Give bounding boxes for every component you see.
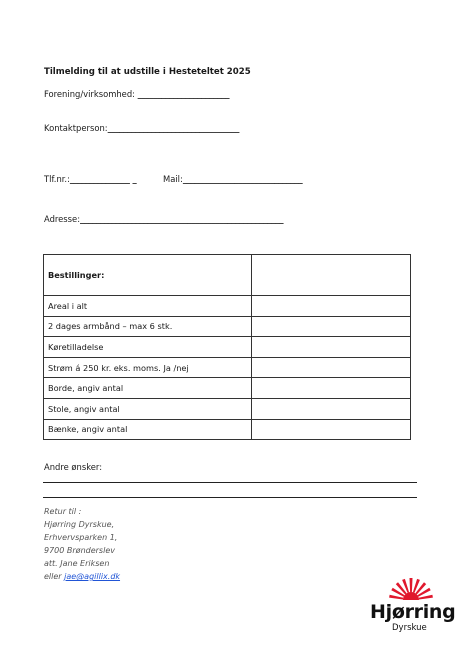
document-title: Tilmelding til at udstille i Hesteteltet 2025 <box>44 67 251 77</box>
row-label-baenke: Bænke, angiv antal <box>44 419 252 440</box>
mail-field[interactable] <box>163 174 302 184</box>
row-input-stroem[interactable] <box>252 357 411 378</box>
logo-wordmark: Hjørring <box>370 601 456 623</box>
row-label-koeretilladelse: Køretilladelse <box>44 337 252 358</box>
row-input-koeretilladelse[interactable] <box>252 337 411 358</box>
order-table-header: Bestillinger: <box>44 255 252 296</box>
table-row <box>44 337 411 358</box>
table-row <box>44 378 411 399</box>
retur-line: Erhvervsparken 1, <box>44 533 118 542</box>
row-label-borde: Borde, angiv antal <box>44 378 252 399</box>
row-input-baenke[interactable] <box>252 419 411 440</box>
retur-line: att. Jane Eriksen <box>44 559 110 568</box>
forening-field[interactable] <box>44 89 229 99</box>
order-table-header-row <box>44 255 411 296</box>
retur-line <box>44 570 120 583</box>
table-row <box>44 357 411 378</box>
adresse-field[interactable] <box>44 214 283 224</box>
row-label-areal: Areal i alt <box>44 296 252 317</box>
sunburst-ray <box>410 578 413 592</box>
andre-oensker-line-1[interactable] <box>43 482 417 483</box>
tlf-line: _______________ _ <box>69 174 137 184</box>
retur-line: Retur til : <box>44 507 82 516</box>
mail-label: Mail: <box>163 174 183 184</box>
row-label-stroem: Strøm á 250 kr. eks. moms. Ja /nej <box>44 357 252 378</box>
mail-line: ______________________________ <box>182 174 303 184</box>
email-link[interactable]: jae@agillix.dk <box>64 572 121 581</box>
forening-label: Forening/virksomhed: <box>44 89 138 99</box>
retur-line: 9700 Brønderslev <box>44 546 115 555</box>
andre-oensker-label: Andre ønsker: <box>44 462 103 472</box>
order-table-header-value[interactable] <box>252 255 411 296</box>
tlf-field[interactable] <box>44 174 136 184</box>
row-input-stole[interactable] <box>252 398 411 419</box>
kontaktperson-field[interactable] <box>44 123 239 133</box>
row-label-armbaand: 2 dages armbånd – max 6 stk. <box>44 316 252 337</box>
retur-block <box>44 505 120 583</box>
adresse-label: Adresse: <box>44 214 81 224</box>
table-row <box>44 398 411 419</box>
andre-oensker-line-2[interactable] <box>43 497 417 498</box>
kontaktperson-line: _________________________________ <box>107 123 240 133</box>
sunburst-ray <box>389 595 403 600</box>
adresse-line: ___________________________________________________ <box>80 214 284 224</box>
row-input-areal[interactable] <box>252 296 411 317</box>
forening-line: _______________________ <box>137 89 230 99</box>
row-input-armbaand[interactable] <box>252 316 411 337</box>
kontaktperson-label: Kontaktperson: <box>44 123 108 133</box>
row-label-stole: Stole, angiv antal <box>44 398 252 419</box>
retur-prefix: eller <box>44 572 65 581</box>
order-table <box>43 254 411 440</box>
row-input-borde[interactable] <box>252 378 411 399</box>
table-row <box>44 296 411 317</box>
tlf-label: Tlf.nr.: <box>44 174 70 184</box>
table-row <box>44 316 411 337</box>
logo-subtitle: Dyrskue <box>392 623 427 633</box>
sunburst-ray <box>419 595 433 600</box>
retur-line: Hjørring Dyrskue, <box>44 520 115 529</box>
table-row <box>44 419 411 440</box>
